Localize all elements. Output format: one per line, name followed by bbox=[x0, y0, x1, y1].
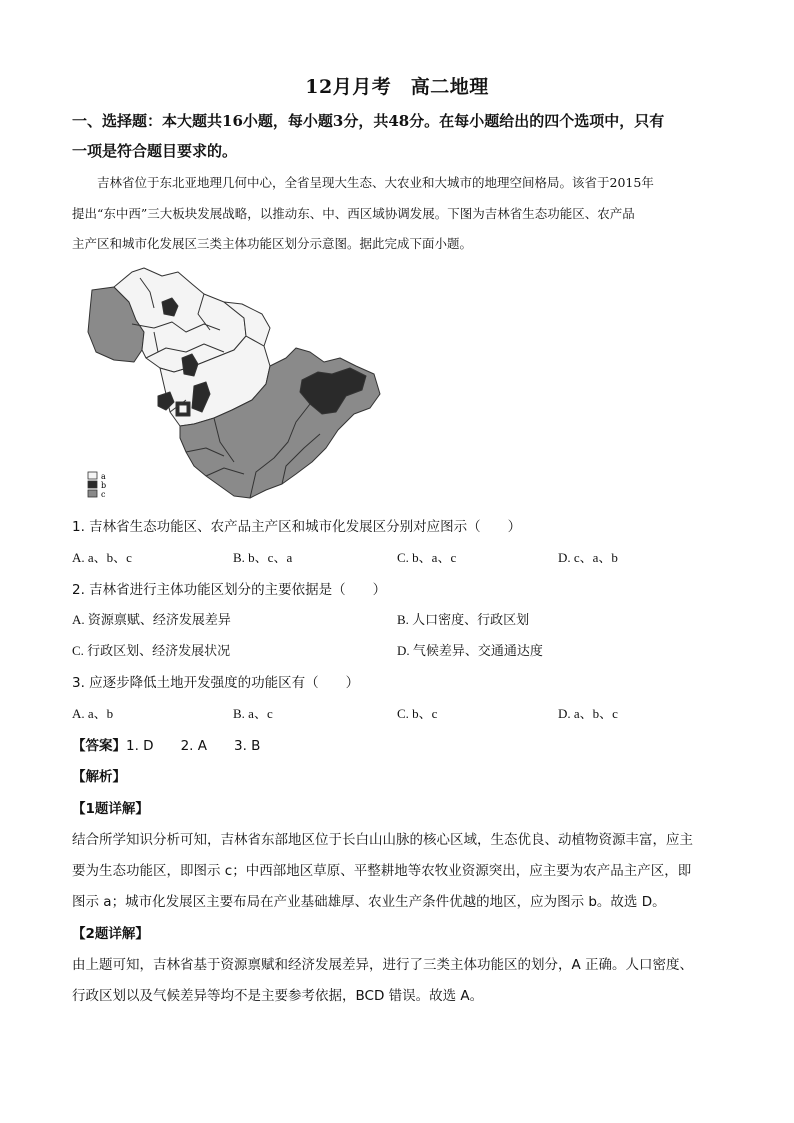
legend-swatch-a bbox=[88, 472, 97, 479]
question-2-stem: 2. 吉林省进行主体功能区划分的主要依据是（ ） bbox=[72, 582, 387, 598]
section-heading-line2: 一项是符合题目要求的。 bbox=[72, 142, 238, 160]
map-region-a-small bbox=[179, 405, 187, 413]
legend-label-b: b bbox=[101, 481, 107, 490]
q1-option-d: D. c、a、b bbox=[558, 550, 618, 565]
q3-option-d: D. a、b、c bbox=[558, 706, 618, 721]
q2-option-a: A. 资源禀赋、经济发展差异 bbox=[72, 612, 231, 627]
analysis-label: 【解析】 bbox=[72, 769, 126, 785]
detail-1-line2: 要为生态功能区，即图示 c；中西部地区草原、平整耕地等农牧业资源突出，应主要为农产品主产区，即 bbox=[72, 863, 692, 879]
q3-option-c: C. b、c bbox=[397, 706, 438, 721]
answer-line bbox=[72, 734, 260, 754]
legend-label-c: c bbox=[101, 490, 106, 499]
detail-1-line3: 图示 a；城市化发展区主要布局在产业基础雄厚、农业生产条件优越的地区，应为图示 b。故选 D。 bbox=[72, 894, 666, 910]
map-legend bbox=[88, 472, 106, 499]
intro-line2: 提出“东中西”三大板块发展战略，以推动东、中、西区域协调发展。下图为吉林省生态功能区、农产品 bbox=[72, 206, 635, 221]
detail-2-line1: 由上题可知，吉林省基于资源禀赋和经济发展差异，进行了三类主体功能区的划分，A 正确。人口密度、 bbox=[72, 957, 694, 973]
detail-2-heading: 【2题详解】 bbox=[72, 926, 149, 942]
page-title: 12月月考 高二地理 bbox=[305, 76, 489, 98]
answer-label: 【答案】 bbox=[72, 738, 126, 754]
q2-option-b: B. 人口密度、行政区划 bbox=[397, 612, 530, 627]
detail-1-heading: 【1题详解】 bbox=[72, 801, 149, 817]
question-3-stem: 3. 应逐步降低土地开发强度的功能区有（ ） bbox=[72, 675, 360, 691]
detail-2-line2: 行政区划以及气候差异等均不是主要参考依据，BCD 错误。故选 A。 bbox=[72, 988, 484, 1004]
q1-option-b: B. b、c、a bbox=[233, 550, 293, 565]
intro-line1: 吉林省位于东北亚地理几何中心，全省呈现大生态、大农业和大城市的地理空间格局。该省于2015年 bbox=[72, 175, 654, 190]
legend-swatch-b bbox=[88, 481, 97, 488]
jilin-function-zone-map bbox=[74, 262, 384, 507]
q2-option-d: D. 气候差异、交通通达度 bbox=[397, 643, 543, 658]
q2-option-c: C. 行政区划、经济发展状况 bbox=[72, 643, 231, 658]
answer-text: 1. D 2. A 3. B bbox=[126, 738, 261, 754]
q3-option-b: B. a、c bbox=[233, 706, 273, 721]
legend-swatch-c bbox=[88, 490, 97, 497]
detail-1-line1: 结合所学知识分析可知，吉林省东部地区位于长白山山脉的核心区域，生态优良、动植物资源丰富，应主 bbox=[72, 832, 693, 848]
q1-option-c: C. b、a、c bbox=[397, 550, 457, 565]
q1-option-a: A. a、b、c bbox=[72, 550, 132, 565]
section-heading-line1: 一、选择题：本大题共16小题，每小题3分，共48分。在每小题给出的四个选项中，只有 bbox=[72, 112, 665, 130]
legend-label-a: a bbox=[101, 472, 106, 481]
question-1-stem: 1. 吉林省生态功能区、农产品主产区和城市化发展区分别对应图示（ ） bbox=[72, 519, 522, 535]
intro-line3: 主产区和城市化发展区三类主体功能区划分示意图。据此完成下面小题。 bbox=[72, 236, 473, 251]
q3-option-a: A. a、b bbox=[72, 706, 114, 721]
